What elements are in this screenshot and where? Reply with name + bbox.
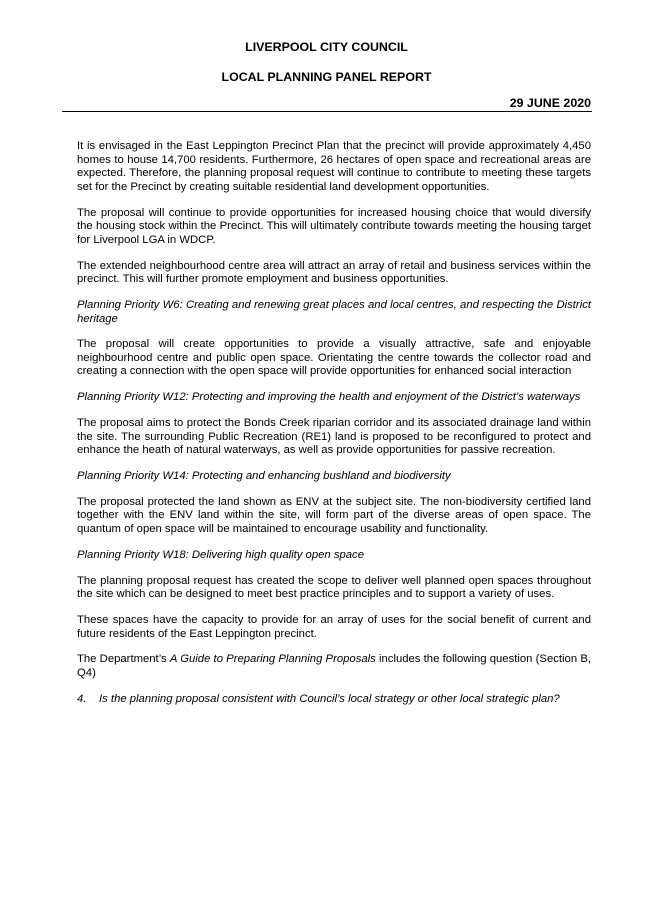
paragraph: The proposal will create opportunities to provide a visually attractive, safe and enjoyable neighbourhood centre and public open space. Orientating the centre towards the collector road and creating a connection with the open space will provide opportunities for enhanced social interaction (77, 338, 591, 378)
text-run: The Department’s (77, 653, 170, 666)
paragraph: The planning proposal request has created the scope to deliver well planned open spaces throughout the site which can be designed to meet best practice principles and to support a variety of uses. (77, 574, 591, 601)
header-rule (62, 111, 592, 112)
council-heading: LIVERPOOL CITY COUNCIL (245, 40, 408, 54)
paragraph: These spaces have the capacity to provide for an array of uses for the social benefit of current and future residents of the East Leppington precinct. (77, 613, 591, 640)
question-text: Is the planning proposal consistent with Council’s local strategy or other local strategic plan? (99, 692, 560, 705)
text-run: includes the following question (Section B, Q4) (77, 653, 591, 679)
priority-heading-w18: Planning Priority W18: Delivering high quality open space (77, 548, 364, 561)
paragraph: The proposal will continue to provide opportunities for increased housing choice that would diversify the housing stock within the Precinct. This will ultimately contribute towards meeting the housing target for Liverpool LGA in WDCP. (77, 206, 591, 246)
report-body (77, 140, 591, 718)
priority-heading-w12: Planning Priority W12: Protecting and improving the health and enjoyment of the District’s waterways (77, 391, 581, 404)
report-heading: LOCAL PLANNING PANEL REPORT (221, 70, 432, 84)
priority-heading-w14: Planning Priority W14: Protecting and enhancing bushland and biodiversity (77, 470, 451, 482)
paragraph: The proposal aims to protect the Bonds Creek riparian corridor and its associated drainage land within the site. The surrounding Public Recreation (RE1) land is proposed to be reconfigured to protect and enhance the heath of natural waterways, as well as provide opportunities for passive recreation. (77, 417, 591, 457)
paragraph: It is envisaged in the East Leppington Precinct Plan that the precinct will provide approximately 4,450 homes to house 14,700 residents. Furthermore, 26 hectares of open space and recreational areas are expected. Therefore, the planning proposal request will continue to contribute to meeting these targets set for the Precinct by creating suitable residential land development opportunities. (77, 140, 591, 193)
paragraph: The extended neighbourhood centre area will attract an array of retail and business services within the precinct. This will further promote employment and business opportunities. (77, 259, 591, 286)
question-number: 4. (77, 692, 87, 705)
priority-heading-w6: Planning Priority W6: Creating and renewing great places and local centres, and respecting the District heritage (77, 298, 591, 325)
paragraph: The proposal protected the land shown as ENV at the subject site. The non-biodiversity certified land together with the ENV land within the site, will form part of the diverse areas of open space. The quantum of open space will be maintained to encourage usability and functionality. (77, 495, 591, 535)
document-title: A Guide to Preparing Planning Proposals (169, 653, 376, 666)
paragraph (77, 653, 591, 680)
report-date: 29 JUNE 2020 (509, 96, 591, 110)
question-item (77, 693, 591, 707)
